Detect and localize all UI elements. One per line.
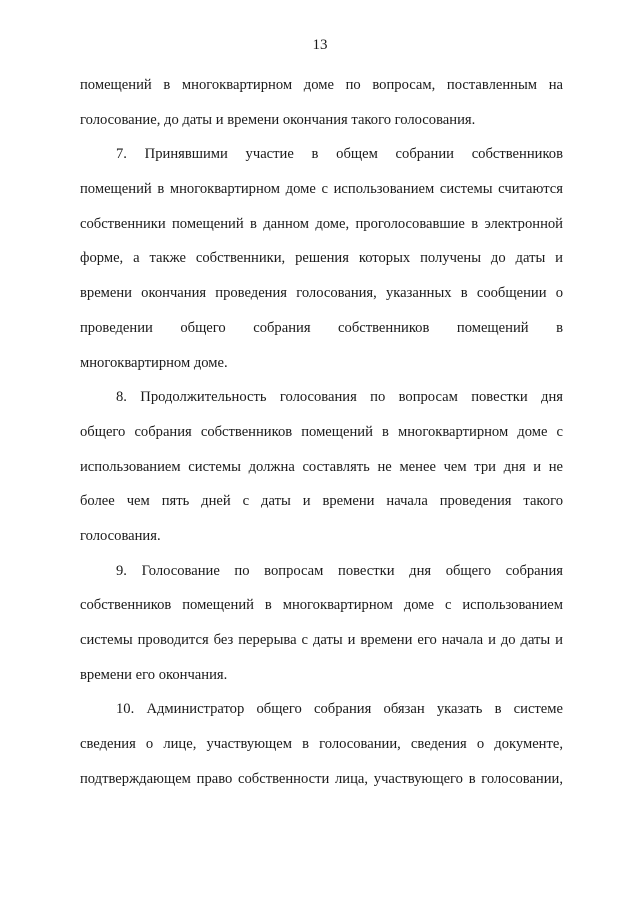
paragraph-7: [80, 137, 563, 380]
paragraph-9: [80, 554, 563, 693]
paragraph-10: [80, 692, 563, 796]
document-body: [80, 68, 563, 796]
text-line: более чем пять дней с даты и времени начала проведения такого: [80, 493, 563, 510]
text-line: времени его окончания.: [80, 666, 228, 683]
text-line: подтверждающем право собственности лица, участвующего в голосовании,: [80, 770, 563, 787]
text-line: форме, а также собственники, решения которых получены до даты и: [80, 250, 563, 267]
text-line: голосование, до даты и времени окончания такого голосования.: [80, 111, 476, 128]
text-line: системы проводится без перерыва с даты и времени его начала и до даты и: [80, 632, 563, 648]
text-line: 7. Принявшими участие в общем собрании собственников: [116, 146, 563, 163]
text-line: проведении общего собрания собственников помещений в: [80, 319, 563, 336]
text-line: 10. Администратор общего собрания обязан указать в системе: [116, 701, 563, 718]
text-line: собственники помещений в данном доме, проголосовавшие в электронной: [80, 215, 563, 232]
text-line: 8. Продолжительность голосования по вопросам повестки дня: [116, 389, 563, 406]
text-line: использованием системы должна составлять не менее чем три дня и не: [80, 458, 563, 475]
page-number: 13: [312, 37, 328, 53]
paragraph-continuation: [80, 68, 563, 137]
text-line: помещений в многоквартирном доме с использованием системы считаются: [80, 181, 563, 198]
text-line: помещений в многоквартирном доме по вопросам, поставленным на: [80, 77, 563, 93]
text-line: многоквартирном доме.: [80, 354, 228, 371]
text-line: общего собрания собственников помещений в многоквартирном доме с: [80, 423, 563, 440]
text-line: времени окончания проведения голосования, указанных в сообщении о: [80, 285, 563, 302]
text-line: 9. Голосование по вопросам повестки дня общего собрания: [116, 562, 563, 579]
text-line: собственников помещений в многоквартирном доме с использованием: [80, 597, 563, 614]
text-line: голосования.: [80, 527, 161, 544]
text-line: сведения о лице, участвующем в голосовании, сведения о документе,: [80, 736, 563, 753]
paragraph-8: [80, 380, 563, 553]
